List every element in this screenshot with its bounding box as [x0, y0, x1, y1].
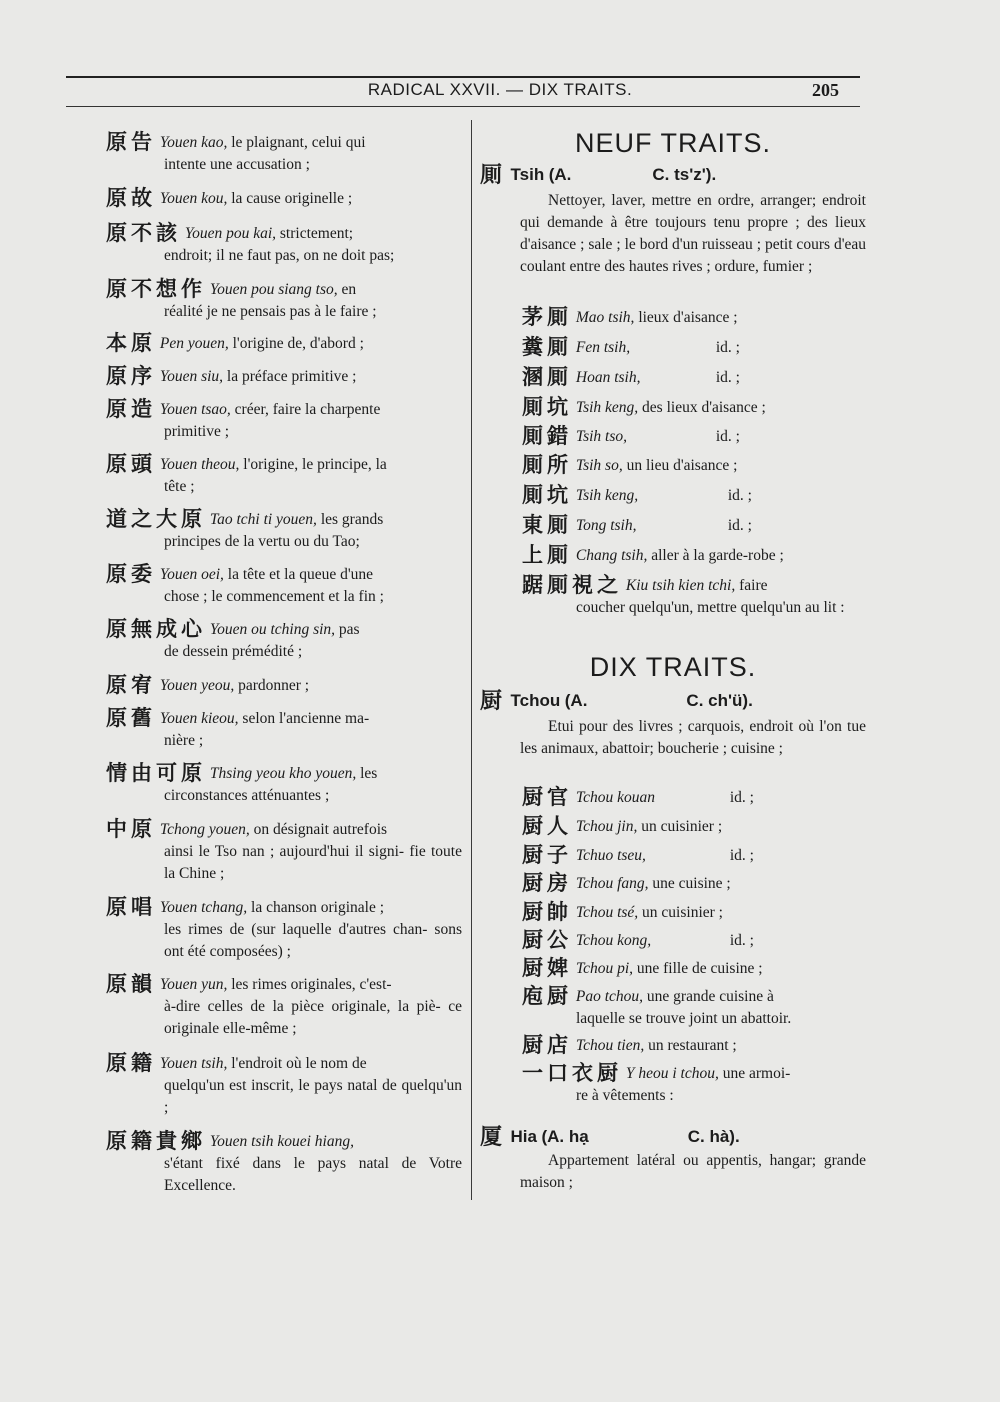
entry-chars: 原頭	[106, 452, 156, 476]
sub-chars: 東厠	[522, 513, 572, 537]
sub-entry	[522, 872, 866, 895]
entry-gloss: l'origine de, d'abord ;	[228, 335, 364, 352]
definition-text: Etui pour des livres ; carquois, endroit où l'on tue les animaux, abattoir; boucherie ; cuisine ;	[520, 718, 866, 757]
entry-continuation: primitive ;	[164, 423, 230, 440]
entry-romanization: Youen ou tching sin,	[209, 621, 336, 638]
sub-romanization: Fen tsih,	[575, 339, 631, 356]
left-entry	[106, 762, 462, 807]
head-annamite: (A.	[564, 691, 588, 710]
entry-romanization: Youen tchang,	[159, 899, 248, 916]
sub-gloss: une armoi-	[718, 1065, 791, 1082]
sub-romanization: Hoan tsih,	[575, 369, 641, 386]
sub-romanization: Tsih keng,	[575, 399, 639, 416]
sub-romanization: Tchou pi,	[575, 960, 634, 977]
entry-romanization: Youen theou,	[159, 456, 240, 473]
entry-gloss: la chanson originale ;	[247, 899, 385, 916]
entry-gloss: la cause originelle ;	[227, 190, 353, 207]
entry-chars: 原不想作	[106, 277, 206, 301]
sub-chars: 厠坑	[522, 395, 572, 419]
head-entry-tsih	[480, 162, 870, 188]
entry-chars: 原舊	[106, 706, 156, 730]
head-char: 厦	[480, 1125, 507, 1150]
entry-romanization: Pen youen,	[159, 335, 229, 352]
sub-entry	[522, 454, 866, 477]
sub-gloss: id. ;	[715, 428, 740, 445]
sub-entry	[522, 544, 866, 567]
sub-gloss: un cuisinier ;	[637, 818, 723, 835]
entry-gloss: la tête et la queue d'une	[223, 566, 374, 583]
entry-chars: 原無成心	[106, 617, 206, 641]
sub-romanization: Pao tchou,	[575, 988, 644, 1005]
sub-gloss: id. ;	[729, 932, 754, 949]
left-entry	[106, 398, 462, 443]
sub-gloss: une grande cuisine à	[643, 988, 774, 1005]
page-number: 205	[812, 80, 839, 100]
sub-gloss: un cuisinier ;	[638, 904, 723, 921]
entry-gloss: les grands	[316, 511, 384, 528]
entry-gloss: les	[356, 765, 378, 782]
entry-continuation: principes de la vertu ou du Tao;	[164, 533, 360, 550]
entry-romanization: Youen tsao,	[159, 401, 231, 418]
sub-chars: 厠錯	[522, 424, 572, 448]
head-cantonese: C. ts'z').	[652, 165, 717, 184]
left-entry	[106, 896, 462, 963]
left-entry	[106, 707, 462, 752]
entry-romanization: Youen tsih,	[159, 1055, 228, 1072]
sub-gloss: id. ;	[715, 339, 740, 356]
definition-tchou	[520, 716, 866, 760]
entry-romanization: Thsing yeou kho youen,	[209, 765, 357, 782]
left-entry	[106, 818, 462, 885]
head-cantonese: C. hà).	[687, 1127, 740, 1146]
entry-gloss: l'endroit où le nom de	[227, 1055, 367, 1072]
entry-romanization: Youen siu,	[159, 368, 224, 385]
head-cantonese: C. ch'ü).	[686, 691, 753, 710]
sub-chars: 厠所	[522, 453, 572, 477]
head-romanization: Tchou	[510, 691, 561, 710]
sub-gloss: faire	[735, 577, 768, 594]
entry-chars: 原唱	[106, 895, 156, 919]
entry-gloss: strictement;	[276, 225, 354, 242]
head-char: 厨	[480, 689, 507, 714]
sub-chars: 厨公	[522, 928, 572, 952]
column-divider	[471, 120, 472, 1200]
sub-entry	[522, 306, 866, 329]
entry-continuation: quelqu'un est inscrit, le pays natal de quelqu'un ;	[164, 1077, 462, 1116]
head-annamite: (A. hạ	[541, 1127, 589, 1146]
entry-romanization: Youen tsih kouei hiang,	[209, 1133, 354, 1150]
sub-gloss: id. ;	[729, 789, 754, 806]
sub-romanization: Tchou tsé,	[575, 904, 639, 921]
sub-gloss: id. ;	[727, 517, 752, 534]
entry-continuation: réalité je ne pensais pas à le faire ;	[164, 303, 377, 320]
entry-romanization: Youen kou,	[159, 190, 228, 207]
entry-continuation: circonstances atténuantes ;	[164, 787, 330, 804]
sub-romanization: Tchou fang,	[575, 875, 649, 892]
sub-entry	[522, 786, 866, 809]
left-entry	[106, 618, 462, 663]
section-title-dix: DIX TRAITS.	[589, 652, 757, 682]
sub-chars: 茅厠	[522, 305, 572, 329]
entry-gloss: le plaignant, celui qui	[227, 134, 366, 151]
entry-gloss: selon l'ancienne ma-	[238, 710, 370, 727]
left-entry	[106, 365, 462, 388]
sub-entry	[522, 985, 866, 1030]
sub-chars: 上厠	[522, 543, 572, 567]
head-romanization: Tsih	[510, 165, 545, 184]
entry-continuation: nière ;	[164, 732, 204, 749]
entry-romanization: Tao tchi ti youen,	[209, 511, 317, 528]
left-entry	[106, 1130, 462, 1197]
sub-gloss: une fille de cuisine ;	[633, 960, 763, 977]
sub-entry	[522, 1062, 866, 1107]
head-entry-tchou	[480, 688, 870, 714]
left-entry	[106, 453, 462, 498]
entry-romanization: Youen pou kai,	[184, 225, 277, 242]
sub-romanization: Chang tsih,	[575, 547, 648, 564]
sub-entry	[522, 574, 866, 619]
left-entry	[106, 278, 462, 323]
entry-chars: 中原	[106, 817, 156, 841]
sub-entry	[522, 957, 866, 980]
entry-chars: 本原	[106, 331, 156, 355]
entry-gloss: l'origine, le principe, la	[239, 456, 387, 473]
section-title-neuf: NEUF TRAITS.	[574, 128, 772, 158]
definition-text: Nettoyer, laver, mettre en ordre, arranger; endroit qui demande à être toujours tenu propre ; des lieux d'aisance ; sale ; le bord d'un ruisseau ; petit cours d'eau coulant entre des hautes rives ; ordure, fumier ;	[520, 192, 866, 275]
sub-entry	[522, 844, 866, 867]
entry-chars: 原告	[106, 130, 156, 154]
left-entry	[106, 131, 462, 176]
left-entry	[106, 187, 462, 210]
sub-chars: 厨人	[522, 814, 572, 838]
sub-romanization: Tchou jin,	[575, 818, 638, 835]
head-annamite: (A.	[548, 165, 572, 184]
sub-gloss: un restaurant ;	[644, 1037, 737, 1054]
definition-text: Appartement latéral ou appentis, hangar; grande maison ;	[520, 1152, 866, 1191]
sub-entry	[522, 1034, 866, 1057]
sub-gloss: aller à la garde-robe ;	[647, 547, 784, 564]
entry-continuation: ainsi le Tso nan ; aujourd'hui il signi- fie toute la Chine ;	[164, 843, 462, 882]
sub-gloss: id. ;	[729, 847, 754, 864]
entry-continuation: chose ; le commencement et la fin ;	[164, 588, 384, 605]
sub-gloss: lieux d'aisance ;	[634, 309, 738, 326]
sub-chars: 厨子	[522, 843, 572, 867]
sub-continuation: re à vêtements :	[576, 1087, 674, 1104]
sub-gloss: id. ;	[727, 487, 752, 504]
entry-gloss: créer, faire la charpente	[230, 401, 381, 418]
header-rule-bottom	[66, 106, 860, 107]
sub-entry	[522, 425, 866, 448]
entry-chars: 道之大原	[106, 507, 206, 531]
sub-romanization: Tsih tso,	[575, 428, 627, 445]
left-entry	[106, 973, 462, 1040]
entry-chars: 原籍	[106, 1051, 156, 1075]
entry-chars: 原宥	[106, 673, 156, 697]
entry-continuation: intente une accusation ;	[164, 156, 310, 173]
sub-romanization: Tchuo tseu,	[575, 847, 646, 864]
left-entry	[106, 674, 462, 697]
sub-entry	[522, 514, 866, 537]
head-char: 厠	[480, 163, 507, 188]
running-header: RADICAL XXVII. — DIX TRAITS.	[367, 80, 633, 99]
sub-gloss: un lieu d'aisance ;	[622, 457, 738, 474]
entry-chars: 原委	[106, 562, 156, 586]
sub-romanization: Tsih keng,	[575, 487, 639, 504]
sub-chars: 一口衣厨	[522, 1061, 622, 1085]
sub-entry	[522, 815, 866, 838]
entry-romanization: Youen pou siang tso,	[209, 281, 338, 298]
sub-chars: 厨店	[522, 1033, 572, 1057]
entry-continuation: à-dire celles de la pièce originale, la piè- ce originale elle-même ;	[164, 998, 462, 1037]
entry-gloss: on désignait autrefois	[249, 821, 388, 838]
entry-chars: 情由可原	[106, 761, 206, 785]
sub-chars: 厠坑	[522, 483, 572, 507]
sub-romanization: Tchou kong,	[575, 932, 652, 949]
left-entry	[106, 508, 462, 553]
left-entry	[106, 563, 462, 608]
sub-entry	[522, 336, 866, 359]
sub-romanization: Y heou i tchou,	[625, 1065, 719, 1082]
entry-chars: 原序	[106, 364, 156, 388]
sub-romanization: Kiu tsih kien tchi,	[625, 577, 736, 594]
entry-continuation: les rimes de (sur laquelle d'autres chan- sons ont été composées) ;	[164, 921, 462, 960]
head-entry-hia	[480, 1124, 870, 1150]
entry-romanization: Youen kao,	[159, 134, 228, 151]
sub-entry	[522, 484, 866, 507]
sub-romanization: Tong tsih,	[575, 517, 637, 534]
entry-gloss: pas	[335, 621, 360, 638]
sub-romanization: Mao tsih,	[575, 309, 635, 326]
entry-chars: 原不該	[106, 221, 181, 245]
header-rule-top	[66, 76, 860, 78]
left-entry	[106, 332, 462, 355]
sub-entry	[522, 901, 866, 924]
sub-romanization: Tchou tien,	[575, 1037, 645, 1054]
definition-tsih	[520, 190, 866, 278]
sub-gloss: une cuisine ;	[648, 875, 731, 892]
entry-continuation: tête ;	[164, 478, 195, 495]
entry-chars: 原韻	[106, 972, 156, 996]
sub-chars: 糞厠	[522, 335, 572, 359]
sub-chars: 溷厠	[522, 365, 572, 389]
entry-chars: 原造	[106, 397, 156, 421]
entry-gloss: les rimes originales, c'est-	[227, 976, 392, 993]
sub-chars: 庖厨	[522, 984, 572, 1008]
left-entry	[106, 1052, 462, 1119]
entry-continuation: s'étant fixé dans le pays natal de Votre Excellence.	[164, 1155, 462, 1194]
entry-romanization: Youen oei,	[159, 566, 224, 583]
sub-romanization: Tsih so,	[575, 457, 623, 474]
entry-continuation: endroit; il ne faut pas, on ne doit pas;	[164, 247, 395, 264]
entry-chars: 原籍貴鄉	[106, 1129, 206, 1153]
entry-gloss: la préface primitive ;	[223, 368, 357, 385]
sub-continuation: coucher quelqu'un, mettre quelqu'un au lit :	[576, 599, 845, 616]
entry-continuation: de dessein prémédité ;	[164, 643, 303, 660]
sub-chars: 厨房	[522, 871, 572, 895]
sub-entry	[522, 396, 866, 419]
sub-entry	[522, 929, 866, 952]
sub-gloss: id. ;	[715, 369, 740, 386]
entry-gloss: en	[337, 281, 357, 298]
entry-romanization: Youen yun,	[159, 976, 228, 993]
entry-romanization: Youen kieou,	[159, 710, 239, 727]
sub-entry	[522, 366, 866, 389]
entry-gloss: pardonner ;	[234, 677, 310, 694]
entry-chars: 原故	[106, 186, 156, 210]
sub-gloss: des lieux d'aisance ;	[638, 399, 766, 416]
definition-hia	[520, 1150, 866, 1194]
sub-chars: 踞厠視之	[522, 573, 622, 597]
sub-romanization: Tchou kouan	[575, 789, 655, 806]
sub-continuation: laquelle se trouve joint un abattoir.	[576, 1010, 792, 1027]
sub-chars: 厨官	[522, 785, 572, 809]
left-entry	[106, 222, 462, 267]
entry-romanization: Tchong youen,	[159, 821, 250, 838]
entry-romanization: Youen yeou,	[159, 677, 235, 694]
sub-chars: 厨帥	[522, 900, 572, 924]
head-romanization: Hia	[510, 1127, 537, 1146]
sub-chars: 厨婢	[522, 956, 572, 980]
